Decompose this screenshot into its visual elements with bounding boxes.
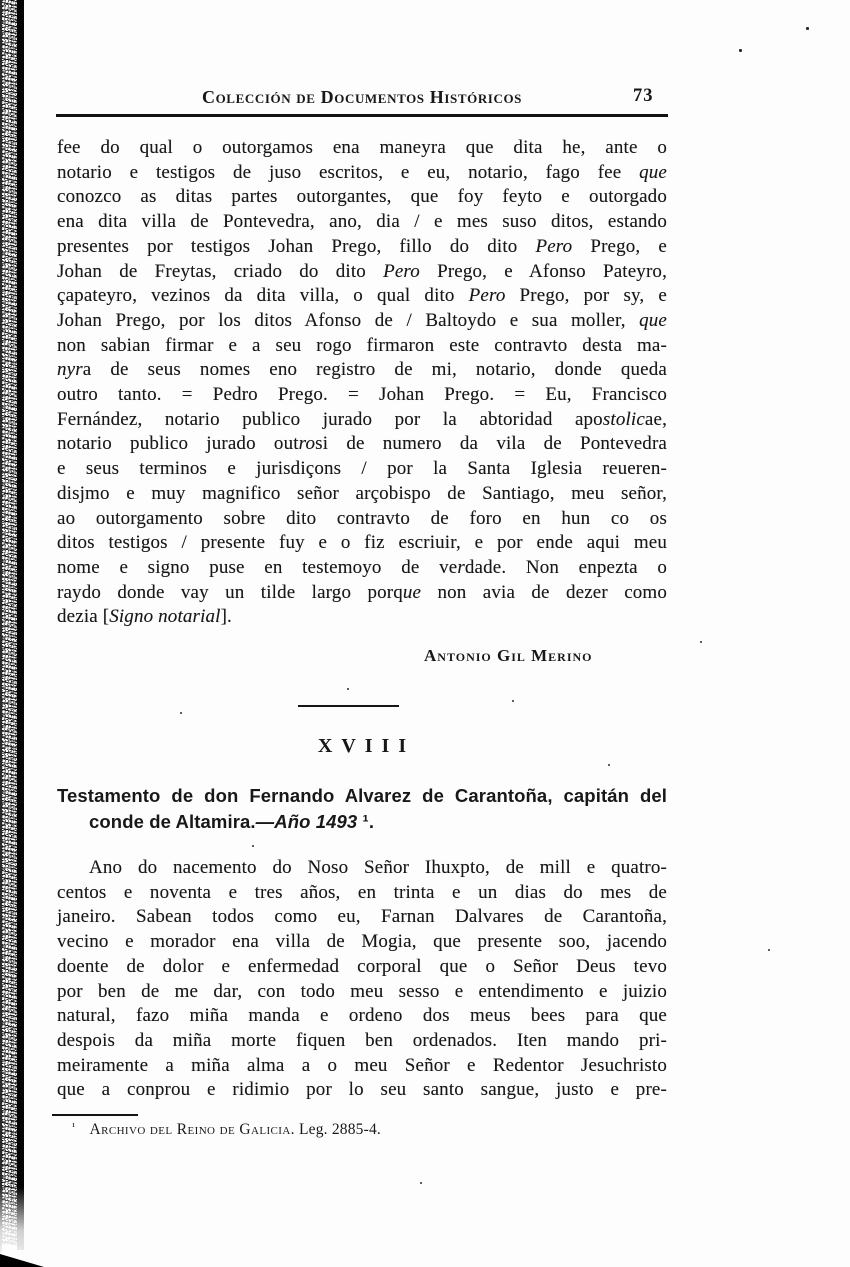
header-rule: [56, 114, 668, 117]
text-line: Johan de Freytas, criado do dito Pero Prego, e Afonso Pateyro,: [57, 260, 667, 282]
text-line: Ano do nacemento do Noso Señor Ihuxpto, de mill e quatro-: [89, 857, 667, 878]
text-line: fee do qual o outorgamos ena maneyra que dita he, ante o: [57, 137, 667, 158]
running-header-title: Colección de Documentos Históricos: [202, 87, 522, 107]
text-line: nyra de seus nomes eno registro de mi, notario, donde queda: [57, 359, 667, 381]
text-line: disjmo e muy magnifico señor arçobispo de Santiago, meu señor,: [57, 482, 667, 504]
scan-speck: [420, 1182, 422, 1184]
text-line: conde de Altamira.—Año 1493 ¹.: [89, 811, 375, 832]
scan-speck: [180, 712, 182, 714]
text-line: janeiro. Sabean todos como eu, Farnan Dalvares de Carantoña,: [57, 906, 667, 928]
scan-speck: [252, 845, 254, 847]
text-line: outro tanto. = Pedro Prego. = Johan Prego. = Eu, Francisco: [57, 384, 667, 406]
scan-speck: [347, 688, 349, 690]
text-line: e seus terminos e jurisdiçons / por la Santa Iglesia reueren-: [57, 458, 667, 480]
text-line: notario e testigos de juso escritos, e eu, notario, fago fee que: [57, 161, 667, 183]
binding-gutter-shadow: [17, 0, 24, 1250]
text-line: ena dita villa de Pontevedra, ano, dia / e mes suso ditos, estando: [57, 211, 667, 233]
text-line: Fernández, notario publico jurado por la abtoridad apostolicae,: [57, 408, 667, 430]
document-18-body-text: [57, 856, 667, 1103]
text-line: meiramente a miña alma a o meu Señor e Redentor Jesuchristo: [57, 1054, 667, 1076]
book-binding-strip: [0, 0, 26, 1267]
binding-speckle-texture: [2, 0, 17, 1245]
editor-signature: Antonio Gil Merino: [424, 646, 593, 665]
text-line: centos e noventa e tres años, en trinta e un dias do mes de: [57, 881, 667, 903]
text-line: que a conprou e ridimio por lo seu santo sangue, justo e pre-: [57, 1079, 667, 1101]
section-number: XVIII: [317, 735, 416, 757]
document-18-title: [57, 783, 667, 835]
scan-speck: [768, 949, 770, 951]
text-line: notario publico jurado outrosi de numero da vila de Pontevedra: [57, 433, 668, 455]
scan-speck: [700, 641, 702, 643]
text-line: natural, fazo miña manda e ordeno dos meus bees para que: [57, 1005, 667, 1027]
text-line: doente de dolor e enfermedad corporal que o Señor Deus tevo: [57, 955, 667, 977]
text-line: por ben de me dar, con todo meu sesso e entendimento e juizio: [57, 980, 667, 1002]
footnote-archive-source: Archivo del Reino de Galicia.: [89, 1121, 295, 1138]
scan-speck: [608, 764, 610, 766]
text-line: raydo donde vay un tilde largo porque non avia de dezer como: [57, 581, 667, 603]
page-number: 73: [633, 86, 654, 106]
scan-speck: [512, 700, 514, 702]
text-line: ao outorgamento sobre dito contravto de foro en hun co os: [57, 507, 667, 529]
text-line: dezia [Signo notarial].: [57, 606, 232, 628]
scan-speck: [806, 27, 809, 30]
text-line: Johan Prego, por los ditos Afonso de / Baltoydo e sua moller, que: [57, 309, 667, 331]
document-17-closing-text: [57, 136, 667, 630]
text-line: non sabian firmar e a seu rogo firmaron este contravto desta ma-: [57, 334, 667, 356]
binding-bottom-fade: [0, 1187, 26, 1267]
text-line: çapateyro, vezinos da dita villa, o qual dito Pero Prego, por sy, e: [57, 285, 667, 307]
footnote-reference: Leg. 2885-4.: [298, 1121, 382, 1138]
text-line: Testamento de don Fernando Alvarez de Carantoña, capitán del: [57, 785, 667, 806]
text-line: ditos testigos / presente fuy e o fiz escriuir, e por ende aqui meu: [57, 532, 667, 554]
text-line: conozco as ditas partes outorgantes, que foy feyto e outorgado: [57, 186, 667, 208]
text-line: nome e signo puse en testemoyo de verdade. Non enpezta o: [57, 556, 667, 578]
text-line: vecino e morador ena villa de Mogia, que presente soo, jacendo: [57, 931, 667, 953]
footnote-marker: ¹: [72, 1121, 76, 1133]
footnote-rule: [52, 1114, 138, 1116]
section-divider-rule: [298, 705, 399, 707]
text-line: despois da miña morte fiquen ben ordenados. Iten mando pri-: [57, 1029, 667, 1051]
text-line: presentes por testigos Johan Prego, fillo do dito Pero Prego, e: [57, 235, 667, 257]
scan-speck: [739, 49, 742, 52]
footnote: [72, 1121, 381, 1139]
